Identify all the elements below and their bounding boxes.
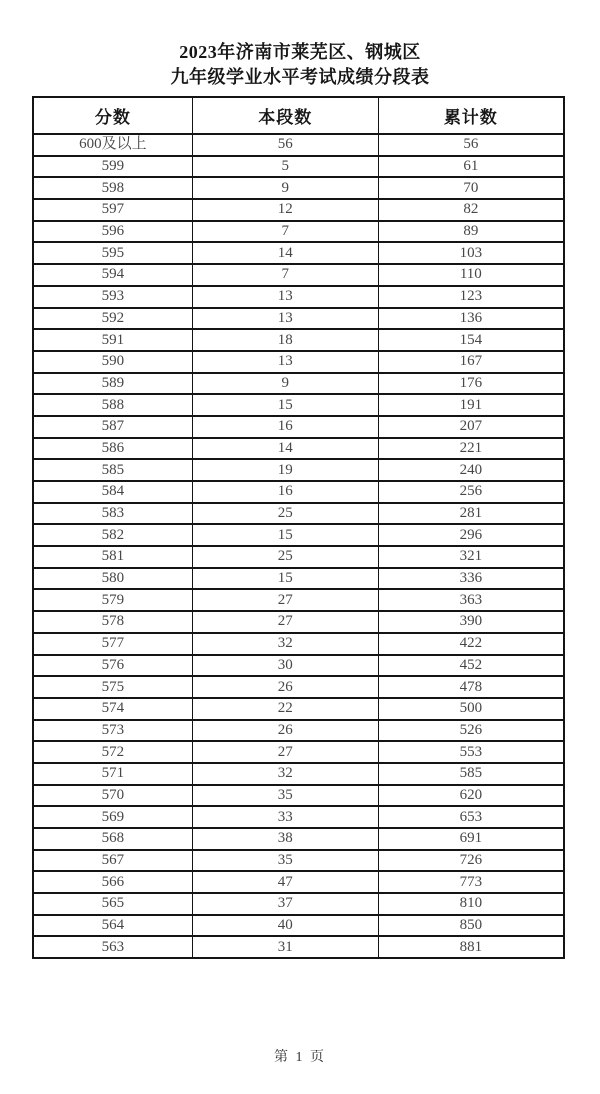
table-cell: 578 (33, 611, 192, 633)
table-cell: 27 (192, 741, 378, 763)
table-cell: 363 (378, 589, 564, 611)
table-header-row (33, 97, 564, 134)
table-row (33, 763, 564, 785)
table-cell: 810 (378, 893, 564, 915)
score-table-body (33, 134, 564, 958)
table-cell: 15 (192, 568, 378, 590)
table-row (33, 589, 564, 611)
table-cell: 16 (192, 481, 378, 503)
table-cell: 26 (192, 720, 378, 742)
table-cell: 592 (33, 308, 192, 330)
table-row (33, 503, 564, 525)
table-cell: 850 (378, 915, 564, 937)
table-row (33, 806, 564, 828)
page-number: 第 1 页 (274, 1050, 326, 1065)
table-cell: 390 (378, 611, 564, 633)
table-cell: 593 (33, 286, 192, 308)
table-row (33, 785, 564, 807)
table-cell: 61 (378, 156, 564, 178)
table-cell: 25 (192, 546, 378, 568)
table-cell: 26 (192, 676, 378, 698)
table-cell: 570 (33, 785, 192, 807)
table-row (33, 850, 564, 872)
table-row (33, 221, 564, 243)
table-row (33, 134, 564, 156)
table-cell: 600及以上 (33, 134, 192, 156)
table-cell: 9 (192, 373, 378, 395)
table-cell: 566 (33, 871, 192, 893)
table-cell: 580 (33, 568, 192, 590)
table-cell: 452 (378, 655, 564, 677)
table-cell: 13 (192, 286, 378, 308)
table-cell: 33 (192, 806, 378, 828)
table-cell: 321 (378, 546, 564, 568)
table-cell: 40 (192, 915, 378, 937)
table-row (33, 177, 564, 199)
table-cell: 19 (192, 459, 378, 481)
table-row (33, 481, 564, 503)
table-cell: 526 (378, 720, 564, 742)
table-cell: 590 (33, 351, 192, 373)
table-row (33, 373, 564, 395)
table-cell: 136 (378, 308, 564, 330)
table-cell: 568 (33, 828, 192, 850)
table-cell: 191 (378, 394, 564, 416)
table-cell: 587 (33, 416, 192, 438)
table-cell: 881 (378, 936, 564, 958)
table-cell: 585 (33, 459, 192, 481)
table-cell: 726 (378, 850, 564, 872)
table-row (33, 828, 564, 850)
table-cell: 103 (378, 242, 564, 264)
table-cell: 14 (192, 242, 378, 264)
table-cell: 569 (33, 806, 192, 828)
table-cell: 221 (378, 438, 564, 460)
table-cell: 581 (33, 546, 192, 568)
table-row (33, 329, 564, 351)
table-row (33, 199, 564, 221)
table-row (33, 676, 564, 698)
table-cell: 31 (192, 936, 378, 958)
table-row (33, 394, 564, 416)
table-cell: 579 (33, 589, 192, 611)
column-header-score: 分数 (33, 97, 192, 134)
table-row (33, 242, 564, 264)
table-row (33, 893, 564, 915)
table-cell: 596 (33, 221, 192, 243)
table-cell: 30 (192, 655, 378, 677)
table-cell: 620 (378, 785, 564, 807)
table-cell: 296 (378, 524, 564, 546)
table-cell: 82 (378, 199, 564, 221)
table-cell: 653 (378, 806, 564, 828)
table-cell: 336 (378, 568, 564, 590)
table-cell: 7 (192, 264, 378, 286)
table-row (33, 351, 564, 373)
table-cell: 240 (378, 459, 564, 481)
table-cell: 13 (192, 308, 378, 330)
table-cell: 773 (378, 871, 564, 893)
column-header-segment-count: 本段数 (192, 97, 378, 134)
table-row (33, 741, 564, 763)
table-row (33, 936, 564, 958)
table-row (33, 459, 564, 481)
table-cell: 25 (192, 503, 378, 525)
table-cell: 478 (378, 676, 564, 698)
table-cell: 691 (378, 828, 564, 850)
table-cell: 574 (33, 698, 192, 720)
table-cell: 576 (33, 655, 192, 677)
table-cell: 27 (192, 589, 378, 611)
table-row (33, 264, 564, 286)
table-cell: 9 (192, 177, 378, 199)
title-line-1: 2023年济南市莱芜区、钢城区 (179, 42, 421, 62)
table-cell: 123 (378, 286, 564, 308)
table-cell: 22 (192, 698, 378, 720)
table-row (33, 871, 564, 893)
table-cell: 594 (33, 264, 192, 286)
table-cell: 422 (378, 633, 564, 655)
table-cell: 15 (192, 524, 378, 546)
table-cell: 567 (33, 850, 192, 872)
table-cell: 32 (192, 763, 378, 785)
table-cell: 591 (33, 329, 192, 351)
table-cell: 18 (192, 329, 378, 351)
table-cell: 573 (33, 720, 192, 742)
table-cell: 207 (378, 416, 564, 438)
table-cell: 563 (33, 936, 192, 958)
score-distribution-table (32, 96, 565, 959)
table-cell: 571 (33, 763, 192, 785)
table-cell: 599 (33, 156, 192, 178)
table-cell: 35 (192, 785, 378, 807)
table-cell: 70 (378, 177, 564, 199)
table-cell: 565 (33, 893, 192, 915)
table-cell: 553 (378, 741, 564, 763)
table-cell: 584 (33, 481, 192, 503)
table-row (33, 286, 564, 308)
table-cell: 572 (33, 741, 192, 763)
table-row (33, 438, 564, 460)
table-row (33, 611, 564, 633)
table-row (33, 524, 564, 546)
table-cell: 500 (378, 698, 564, 720)
table-row (33, 655, 564, 677)
table-cell: 13 (192, 351, 378, 373)
table-cell: 7 (192, 221, 378, 243)
table-cell: 35 (192, 850, 378, 872)
table-row (33, 546, 564, 568)
table-row (33, 633, 564, 655)
table-cell: 16 (192, 416, 378, 438)
table-cell: 588 (33, 394, 192, 416)
table-row (33, 698, 564, 720)
table-cell: 589 (33, 373, 192, 395)
table-cell: 597 (33, 199, 192, 221)
table-cell: 37 (192, 893, 378, 915)
document-title (0, 0, 600, 90)
table-cell: 56 (192, 134, 378, 156)
table-row (33, 720, 564, 742)
table-cell: 27 (192, 611, 378, 633)
table-cell: 47 (192, 871, 378, 893)
table-cell: 256 (378, 481, 564, 503)
table-cell: 154 (378, 329, 564, 351)
table-row (33, 416, 564, 438)
table-cell: 38 (192, 828, 378, 850)
table-row (33, 308, 564, 330)
table-cell: 110 (378, 264, 564, 286)
table-row (33, 156, 564, 178)
table-cell: 575 (33, 676, 192, 698)
table-cell: 598 (33, 177, 192, 199)
title-line-2: 九年级学业水平考试成绩分段表 (170, 67, 430, 87)
table-cell: 176 (378, 373, 564, 395)
table-row (33, 915, 564, 937)
table-cell: 577 (33, 633, 192, 655)
table-cell: 583 (33, 503, 192, 525)
table-cell: 89 (378, 221, 564, 243)
table-cell: 56 (378, 134, 564, 156)
table-cell: 585 (378, 763, 564, 785)
table-cell: 582 (33, 524, 192, 546)
table-cell: 12 (192, 199, 378, 221)
table-cell: 167 (378, 351, 564, 373)
table-row (33, 568, 564, 590)
table-cell: 32 (192, 633, 378, 655)
table-cell: 586 (33, 438, 192, 460)
table-cell: 15 (192, 394, 378, 416)
table-cell: 5 (192, 156, 378, 178)
column-header-cumulative-count: 累计数 (378, 97, 564, 134)
table-cell: 281 (378, 503, 564, 525)
table-cell: 14 (192, 438, 378, 460)
table-cell: 564 (33, 915, 192, 937)
table-cell: 595 (33, 242, 192, 264)
